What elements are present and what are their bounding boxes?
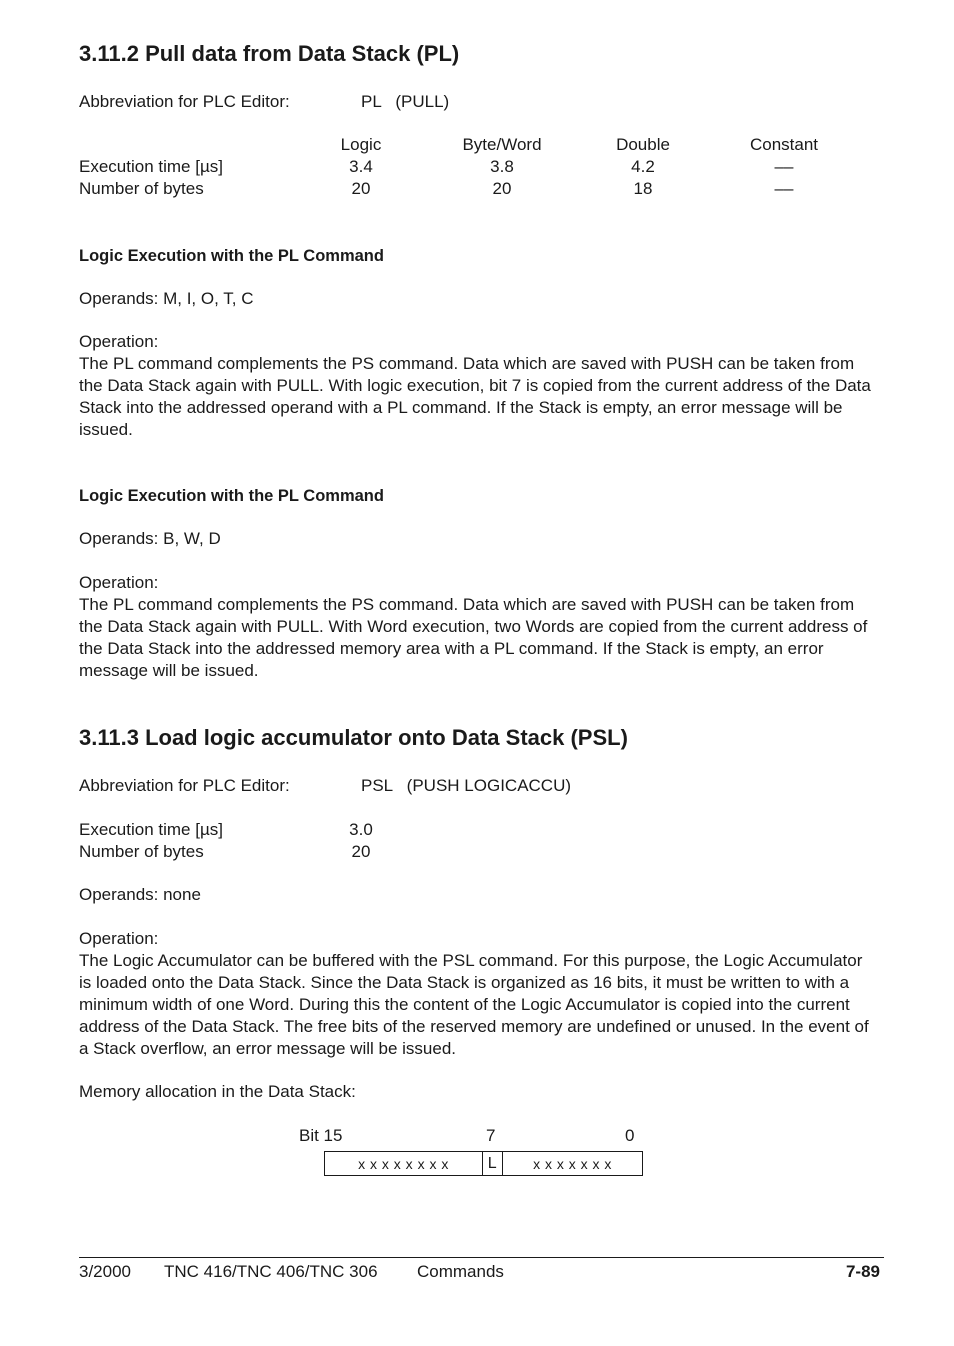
exec-time-label: Execution time [µs] xyxy=(79,820,223,839)
section-heading-pl: 3.11.2 Pull data from Data Stack (PL) xyxy=(79,41,460,66)
table-cell: –– xyxy=(774,179,794,198)
bytes-value: 20 xyxy=(351,842,371,861)
footer-divider xyxy=(79,1257,884,1258)
bit-7-label: 7 xyxy=(486,1126,496,1145)
operation-description: The PL command complements the PS command. Data which are saved with PUSH can be taken from the Data Stack again with PULL. With Word execution, two Words are copied from the current address of the Data Stack into the addressed memory area with a PL command. If the Stack is empty, an error message will be issued. xyxy=(79,595,868,680)
table-cell: 18 xyxy=(633,179,653,198)
table-row-label: Number of bytes xyxy=(79,179,204,198)
operation-description: The Logic Accumulator can be buffered with the PSL command. For this purpose, the Logic Accumulator is loaded onto the Data Stack. Since the Data Stack is organized as 16 bits, it must be written to with a minimum width of one Word. During this the content of the Logic Accumulator is copied into the current address of the Data Stack. The free bits of the reserved memory are undefined or unused. In the event of a Stack overflow, an error message will be issued. xyxy=(79,951,869,1058)
table-cell: 20 xyxy=(351,179,371,198)
table-cell: 3.4 xyxy=(349,157,373,176)
table-header-logic: Logic xyxy=(340,135,382,154)
table-cell: 4.2 xyxy=(631,157,655,176)
memory-word-box xyxy=(324,1151,643,1176)
bytes-label: Number of bytes xyxy=(79,842,204,861)
table-header-constant: Constant xyxy=(749,135,819,154)
table-cell: 3.8 xyxy=(490,157,514,176)
footer-chapter: Commands xyxy=(417,1262,504,1281)
table-row-label: Execution time [µs] xyxy=(79,157,223,176)
table-cell: 20 xyxy=(492,179,512,198)
operation-label: Operation: xyxy=(79,573,159,592)
bit-0-label: 0 xyxy=(625,1126,635,1145)
section-heading-psl: 3.11.3 Load logic accumulator onto Data Stack (PSL) xyxy=(79,725,628,750)
operands-text: Operands: none xyxy=(79,885,201,904)
operation-label: Operation: xyxy=(79,929,159,948)
high-bits-cell: x x x x x x x x xyxy=(325,1152,483,1175)
exec-time-value: 3.0 xyxy=(349,820,373,839)
table-cell: –– xyxy=(774,157,794,176)
abbr-value: PSL (PUSH LOGICACCU) xyxy=(361,776,572,795)
low-bits-cell: x x x x x x x xyxy=(533,1155,612,1172)
memory-allocation-label: Memory allocation in the Data Stack: xyxy=(79,1082,356,1101)
operation-label: Operation: xyxy=(79,332,159,351)
table-header-double: Double xyxy=(616,135,670,154)
abbr-label: Abbreviation for PLC Editor: xyxy=(79,776,290,795)
logic-bit-cell: L xyxy=(483,1152,503,1175)
table-header-byteword: Byte/Word xyxy=(462,135,542,154)
footer-date: 3/2000 xyxy=(79,1262,131,1281)
bit-15-label: Bit 15 xyxy=(299,1126,343,1145)
operation-description: The PL command complements the PS command. Data which are saved with PUSH can be taken from the Data Stack again with PULL. With logic execution, bit 7 is copied from the current address of the Data Stack into the addressed operand with a PL command. If the Stack is empty, an error message will be issued. xyxy=(79,354,871,439)
operands-text: Operands: B, W, D xyxy=(79,529,221,548)
footer-page-number: 7-89 xyxy=(845,1262,880,1281)
subsection-heading: Logic Execution with the PL Command xyxy=(79,247,384,265)
abbr-value: PL (PULL) xyxy=(361,92,450,111)
abbr-label: Abbreviation for PLC Editor: xyxy=(79,92,290,111)
operands-text: Operands: M, I, O, T, C xyxy=(79,289,254,308)
footer-model: TNC 416/TNC 406/TNC 306 xyxy=(164,1262,378,1281)
subsection-heading: Logic Execution with the PL Command xyxy=(79,487,384,505)
